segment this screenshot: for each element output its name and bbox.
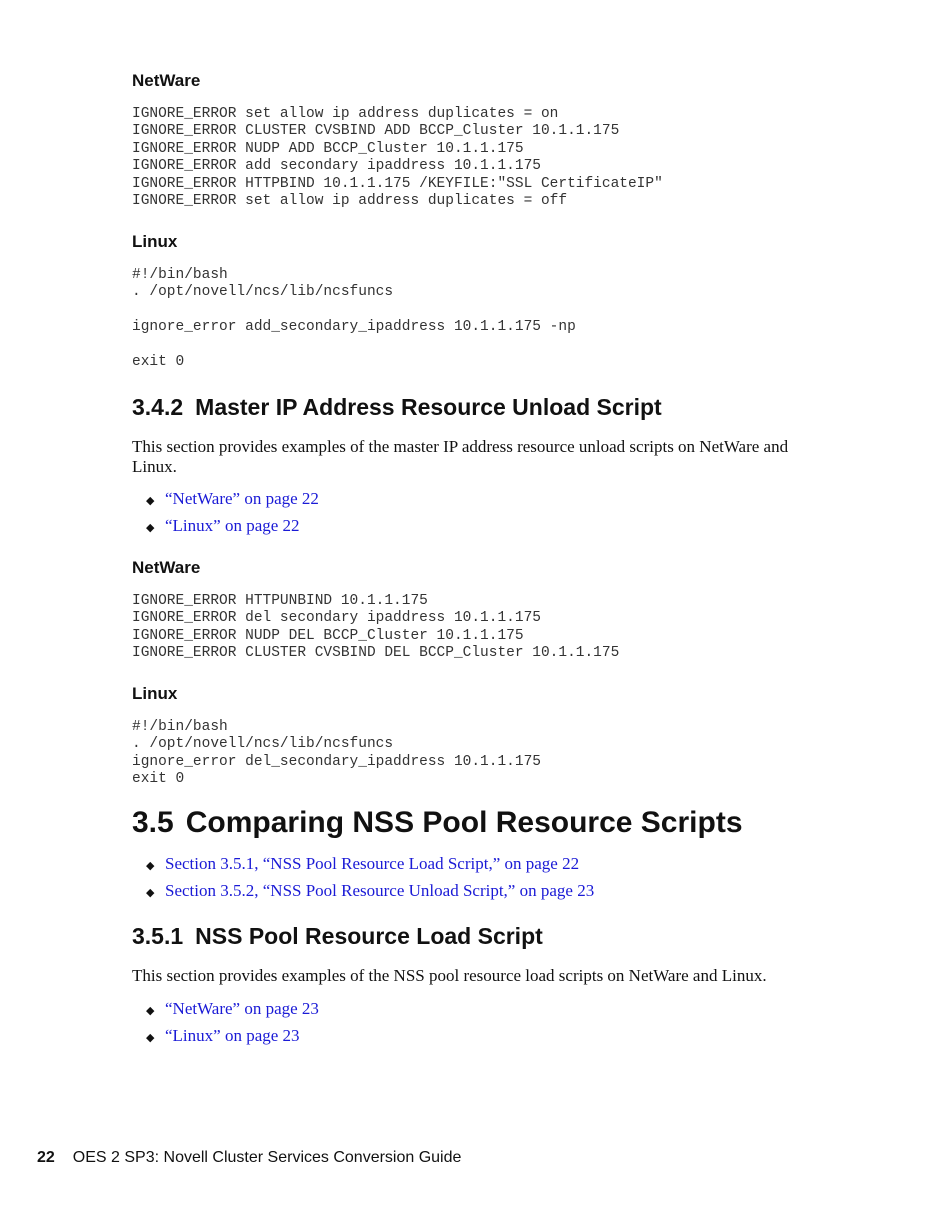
- list-item: [132, 1026, 319, 1053]
- link-section-3-5-1[interactable]: Section 3.5.1, “NSS Pool Resource Load Script,” on page 22: [165, 854, 580, 873]
- section-number: 3.5.1: [132, 923, 184, 949]
- section-title: Master IP Address Resource Unload Script: [195, 394, 662, 420]
- section-title: NSS Pool Resource Load Script: [195, 923, 543, 949]
- link-section-3-5-2[interactable]: Section 3.5.2, “NSS Pool Resource Unload Script,” on page 23: [165, 881, 595, 900]
- diamond-bullet-icon: ◆: [146, 495, 155, 507]
- list-item: [132, 881, 594, 908]
- diamond-bullet-icon: ◆: [146, 887, 155, 899]
- section-3-5-1-heading: [132, 923, 543, 950]
- link-linux-page-22[interactable]: “Linux” on page 22: [165, 516, 300, 535]
- section-3-5-1-link-list: [132, 999, 319, 1053]
- diamond-bullet-icon: ◆: [146, 1032, 155, 1044]
- section-number: 3.5: [132, 806, 174, 839]
- section-3-5-link-list: [132, 854, 594, 908]
- link-linux-page-23[interactable]: “Linux” on page 23: [165, 1026, 300, 1045]
- section-3-4-2-link-list: [132, 489, 319, 543]
- netware-unload-heading: NetWare: [132, 558, 201, 577]
- linux-unload-code-block: #!/bin/bash . /opt/novell/ncs/lib/ncsfuncs ignore_error del_secondary_ipaddress 10.1.1.175 exit 0: [132, 719, 541, 788]
- section-title: Comparing NSS Pool Resource Scripts: [185, 806, 743, 839]
- section-number: 3.4.2: [132, 394, 184, 420]
- netware-load-heading: NetWare: [132, 71, 201, 90]
- link-netware-page-22[interactable]: “NetWare” on page 22: [165, 489, 319, 508]
- diamond-bullet-icon: ◆: [146, 1005, 155, 1017]
- section-3-4-2-heading: [132, 394, 662, 421]
- page-footer: [37, 1149, 461, 1167]
- list-item: [132, 516, 319, 543]
- diamond-bullet-icon: ◆: [146, 522, 155, 534]
- netware-load-code-block: IGNORE_ERROR set allow ip address duplicates = on IGNORE_ERROR CLUSTER CVSBIND ADD BCCP_Cluster 10.1.1.175 IGNORE_ERROR NUDP ADD BCCP_Cluster 10.1.1.175 IGNORE_ERROR add secondary ipaddress 10.1.1.175 IGNORE_ERROR HTTPBIND 10.1.1.175 /KEYFILE:"SSL CertificateIP" IGNORE_ERROR set allow ip address duplicates = off: [132, 106, 663, 210]
- diamond-bullet-icon: ◆: [146, 860, 155, 872]
- list-item: [132, 999, 319, 1026]
- footer-title: OES 2 SP3: Novell Cluster Services Conversion Guide: [72, 1149, 462, 1166]
- section-3-5-heading: [132, 806, 743, 840]
- list-item: [132, 854, 594, 881]
- link-netware-page-23[interactable]: “NetWare” on page 23: [165, 999, 319, 1018]
- netware-unload-code-block: IGNORE_ERROR HTTPUNBIND 10.1.1.175 IGNORE_ERROR del secondary ipaddress 10.1.1.175 IGNORE_ERROR NUDP DEL BCCP_Cluster 10.1.1.175 IGNORE_ERROR CLUSTER CVSBIND DEL BCCP_Cluster 10.1.1.175: [132, 593, 620, 662]
- section-3-5-1-intro: This section provides examples of the NSS pool resource load scripts on NetWare and Linux.: [132, 966, 767, 985]
- list-item: [132, 489, 319, 516]
- linux-load-heading: Linux: [132, 232, 178, 251]
- linux-load-code-block: #!/bin/bash . /opt/novell/ncs/lib/ncsfuncs ignore_error add_secondary_ipaddress 10.1.1.175 -np exit 0: [132, 267, 576, 371]
- linux-unload-heading: Linux: [132, 684, 178, 703]
- footer-page-number: 22: [37, 1149, 55, 1166]
- section-3-4-2-intro: This section provides examples of the master IP address resource unload scripts on NetWare and Linux.: [132, 437, 789, 476]
